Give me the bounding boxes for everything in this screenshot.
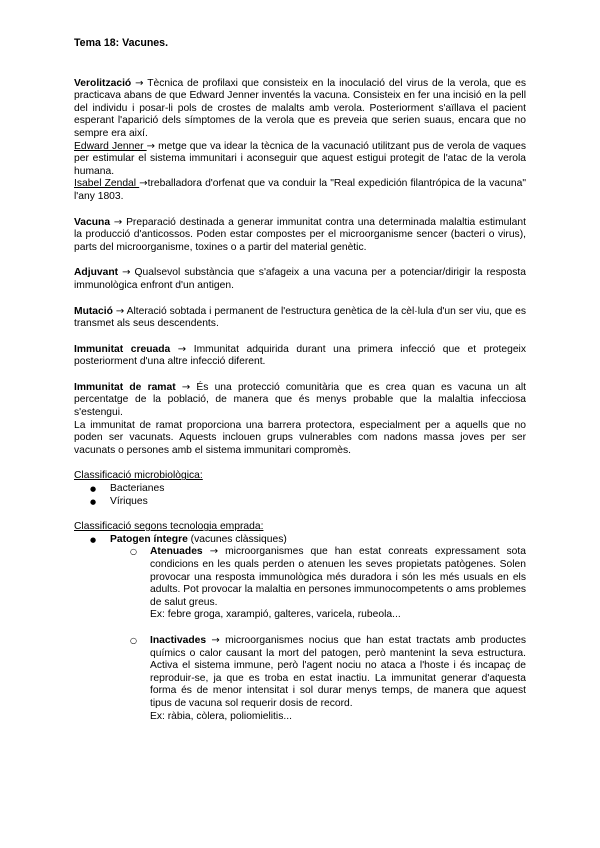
definition-text: treballadora d'orfenat que va conduir la "Real expedición filantrópica de la vacuna" l'any 1803.	[74, 178, 526, 202]
definition-immunitat-ramat-extra: La immunitat de ramat proporciona una barrera protectora, especialment per a aquells que no poden ser vacunats. Aquests inclouen grups vulnerables com nadons massa joves per ser vacunats o persones amb el sistema immunitari compromès.	[74, 419, 526, 456]
arrow-icon: →	[122, 267, 131, 279]
arrow-icon: →	[146, 140, 155, 152]
arrow-icon: →	[135, 77, 144, 89]
arrow-icon: →	[115, 305, 125, 317]
sublist-patogen	[110, 546, 526, 723]
document-page	[74, 37, 526, 723]
term-immunitat-ramat: Immunitat de ramat	[74, 381, 176, 393]
examples-atenuades: Ex: febre groga, xarampió, galteres, varicela, rubeola...	[150, 609, 401, 621]
definition-text: Qualsevol substància que s'afageix a una vacuna per a potenciar/dirigir la resposta immunològica enfront d'un antigen.	[74, 267, 526, 291]
term-inactivades: Inactivades	[150, 634, 207, 646]
name-zendal: Isabel Zendal	[74, 178, 140, 190]
sublist-item-inactivades	[130, 635, 526, 723]
definition-text: Alteració sobtada i permanent de l'estructura genètica de la cèl·lula d'un ser viu, que es transmet als seus descendents.	[74, 305, 526, 330]
item-note: (vacunes clàssiques)	[187, 533, 287, 545]
definition-vacuna	[74, 217, 526, 255]
examples-inactivades: Ex: ràbia, còlera, poliomielitis...	[150, 710, 292, 722]
term-atenuades: Atenuades	[150, 546, 203, 558]
term-immunitat-creuada: Immunitat creuada	[74, 343, 171, 355]
list-item: ● Bacterianes	[90, 483, 526, 496]
term-mutacio: Mutació	[74, 305, 113, 317]
list-item: ● Víriques	[90, 496, 526, 509]
arrow-icon: →	[113, 216, 123, 228]
definition-text: metge que va idear la tècnica de la vacunació utilitzant pus de verola de vaques per estimular el sistema immunitari i aconseguir que aquest estigui protegit de l'atac de la verola humana.	[74, 140, 526, 177]
definition-text: Immunitat adquirida durant una primera infecció que et protegeix posteriorment d'una altre infecció diferent.	[74, 343, 526, 368]
definition-text: microorganismes nocius que han estat tractats amb productes químics o calor causant la mort del patogen, però mantenint la seva estructura. Activa el sistema immune, però l'agent nociu no ataca a l'hoste i és incapaç de reproduir-se, ja que es troba en estat inactiu. La immunitat generar d'aquesta forma és de menor intensitat i sol durar menys temps, de manera que aquest tipus de vacuna sol requerir dosis de record.	[150, 634, 526, 709]
definition-text: És una protecció comunitària que es crea quan es vacuna un alt percentatge de la població, de manera que és menys probable que la malaltia infecciosa s'estengui.	[74, 381, 526, 419]
term-verolitzacio: Verolització	[74, 77, 132, 89]
list-item-patogen-integre	[90, 534, 526, 723]
page-title: Tema 18: Vacunes.	[74, 37, 169, 49]
arrow-icon: →	[181, 381, 191, 393]
arrow-icon: →	[177, 343, 187, 355]
term-vacuna: Vacuna	[74, 216, 111, 228]
definition-adjuvant	[74, 267, 526, 292]
list-microbiologica	[74, 483, 526, 508]
definition-mutacio	[74, 306, 526, 331]
heading-classificacio-tecnologia: Classificació segons tecnologia emprada:	[74, 521, 264, 533]
list-tecnologia	[74, 534, 526, 723]
term-patogen-integre: Patogen íntegre	[110, 533, 188, 545]
name-jenner: Edward Jenner	[74, 140, 147, 152]
heading-classificacio-microbiologica: Classificació microbiològica:	[74, 470, 203, 482]
definition-verolitzacio	[74, 78, 526, 141]
arrow-icon: →	[211, 634, 220, 646]
term-adjuvant: Adjuvant	[74, 267, 119, 279]
definition-immunitat-creuada	[74, 344, 526, 369]
sublist-item-atenuades	[130, 546, 526, 635]
arrow-icon: →	[209, 546, 219, 558]
definition-text: microorganismes que han estat conreats expressament sota condicions en les quals perden o atenuen les seves propietats patògenes. Solen provocar una resposta immunològica més duradora i són les més usuals en els adults. Pot provocar la malaltia en persones immunocompetents o ams problemes de salut greus.	[150, 546, 526, 608]
definition-zendal	[74, 178, 526, 203]
definition-text: Tècnica de profilaxi que consisteix en la inoculació del virus de la verola, que es practicava abans de que Edward Jenner inventés la vacuna. Consisteix en fer una incisió en la pell del individu i posar-li pols de crostes de malalts amb verola. Posteriorment s'aïllava el pacient esperant l'aparició dels símptomes de la verola que es preveia que serien suaus, encara que no sempre era així.	[74, 77, 526, 139]
definition-immunitat-ramat	[74, 382, 526, 420]
definition-text: Preparació destinada a generar immunitat contra una determinada malaltia estimulant la producció d'anticossos. Poden estar compostes per el microorganisme sencer (bacteri o virus), parts del microorganisme, toxines o a partir del material genètic.	[74, 216, 526, 253]
arrow-icon: →	[139, 178, 148, 190]
definition-jenner	[74, 141, 526, 179]
